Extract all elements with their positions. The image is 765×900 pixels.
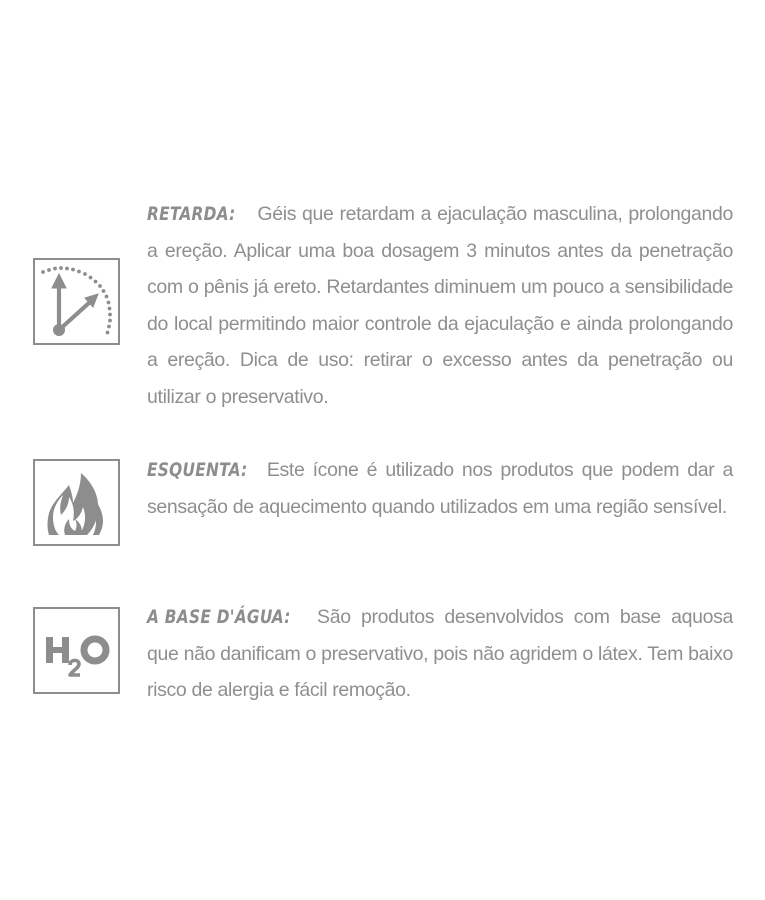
retarda-description [147,196,733,415]
retarda-heading: RETARDA: [147,203,236,225]
base-agua-heading: A BASE D'ÁGUA: [147,606,291,628]
clock-timer-icon-graphic [35,260,118,343]
esquenta-heading: ESQUENTA: [147,459,248,481]
base-agua-body: São produtos desenvolvidos com base aquosa que não danificam o preservativo, pois não agridem o látex. Tem baixo risco de alergia e fácil remoção. [147,606,733,701]
retarda-body: Géis que retardam a ejaculação masculina, prolongando a ereção. Aplicar uma boa dosagem 3 minutos antes da penetração com o pênis já ereto. Retardantes diminuem um pouco a sensibilidade do local permitindo maior controle da ejaculação e ainda prolongando a ereção. Dica de uso: retirar o excesso antes da penetração ou utilizar o preservativo. [147,203,733,408]
clock-timer-icon [33,258,120,345]
flame-icon-graphic [35,461,118,544]
h2o-water-icon [33,607,120,694]
esquenta-description [147,452,733,525]
flame-icon [33,459,120,546]
h2o-water-icon-graphic [35,609,118,692]
base-agua-description [147,599,733,709]
esquenta-body: Este ícone é utilizado nos produtos que podem dar a sensação de aquecimento quando utilizados em uma região sensível. [147,459,733,518]
